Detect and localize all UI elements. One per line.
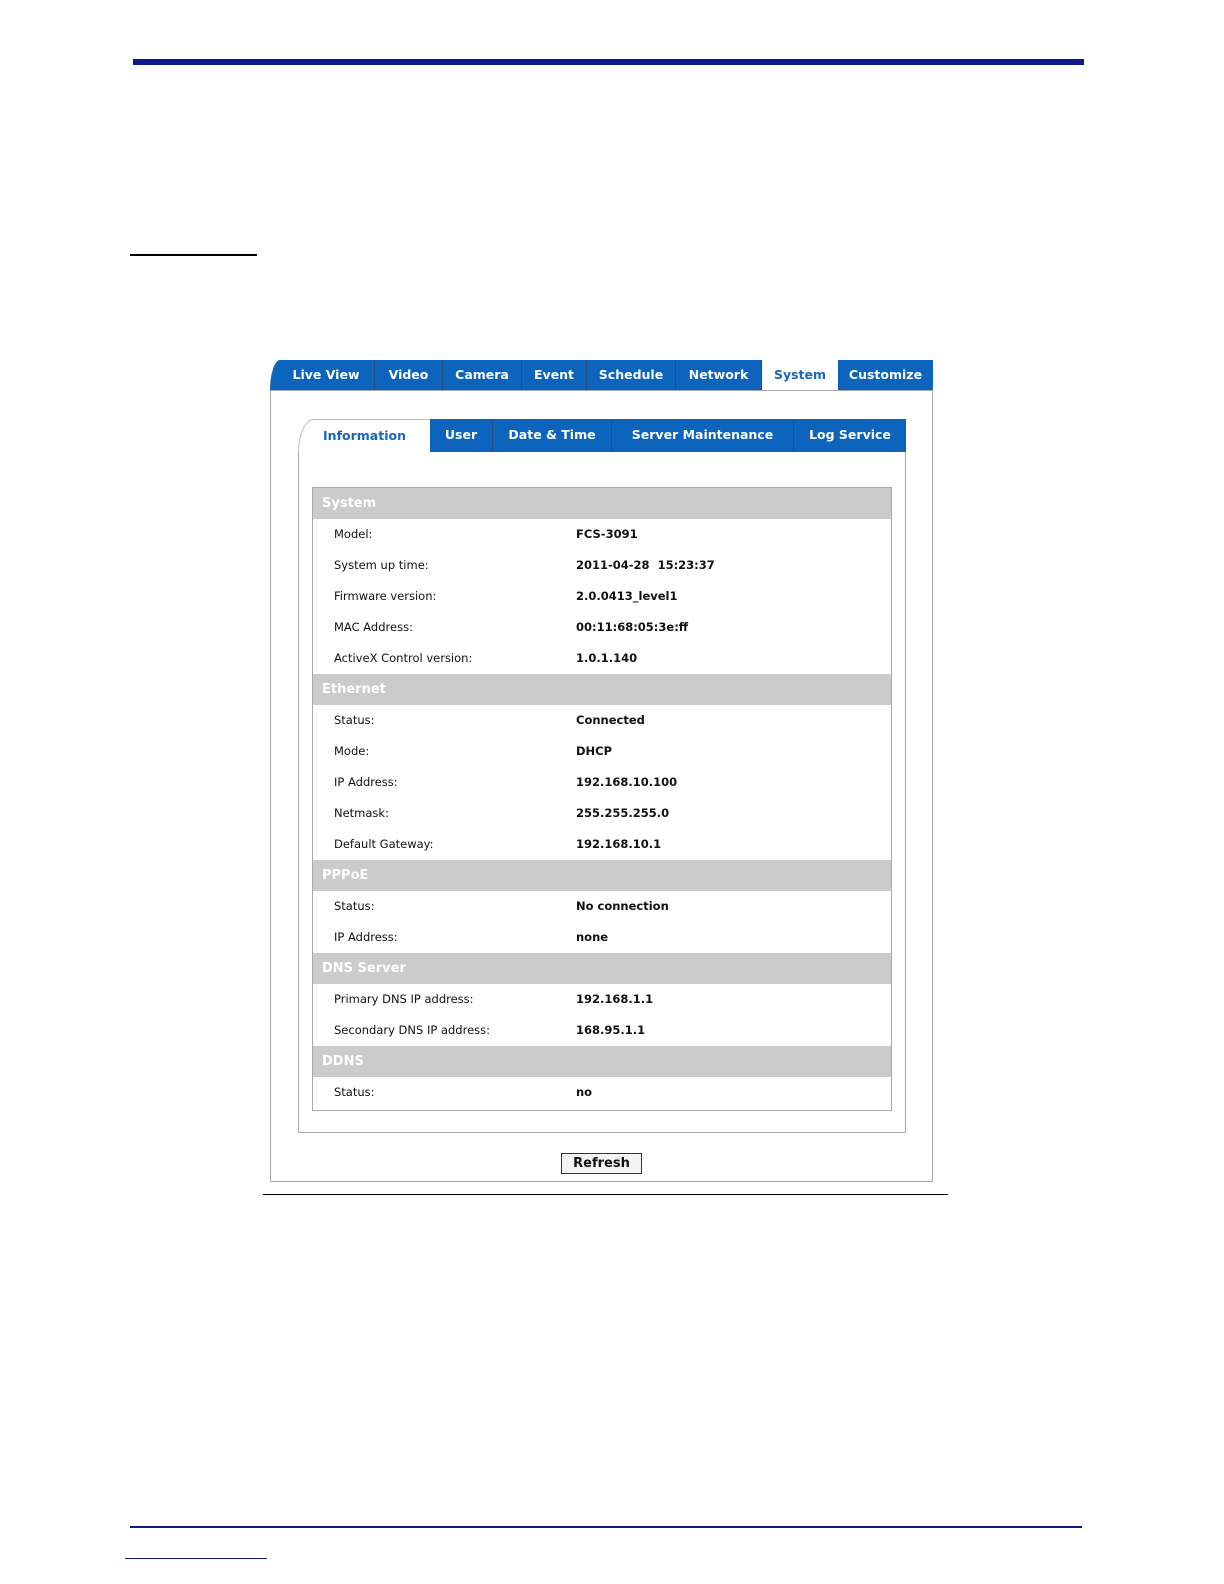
tab-information[interactable]: Information	[298, 419, 430, 452]
info-label: Primary DNS IP address:	[334, 992, 474, 1006]
info-value: No connection	[576, 899, 669, 913]
tab-system[interactable]: System	[762, 360, 838, 391]
tab-schedule[interactable]: Schedule	[587, 360, 676, 391]
info-label: Default Gateway:	[334, 837, 434, 851]
tab-user[interactable]: User	[430, 419, 493, 452]
info-row	[313, 705, 891, 736]
heading-underline	[130, 254, 257, 256]
info-row	[313, 643, 891, 674]
info-row	[313, 1015, 891, 1046]
section-header-ethernet: Ethernet	[313, 674, 891, 705]
section-header-ddns: DDNS	[313, 1046, 891, 1077]
info-value: 2.0.0413_level1	[576, 589, 678, 603]
info-row	[313, 984, 891, 1015]
info-label: Status:	[334, 1085, 375, 1099]
sub-tab-bar	[298, 419, 906, 452]
info-row	[313, 581, 891, 612]
footer-rule	[130, 1526, 1082, 1528]
refresh-button[interactable]: Refresh	[561, 1153, 642, 1174]
information-table	[312, 487, 892, 1111]
tab-live-view[interactable]: Live View	[270, 360, 375, 391]
info-value: none	[576, 930, 609, 944]
info-row	[313, 1077, 891, 1108]
info-value: 2011-04-28 15:23:37	[576, 558, 715, 572]
info-row	[313, 519, 891, 550]
footer-short-rule	[125, 1558, 267, 1559]
info-label: MAC Address:	[334, 620, 413, 634]
section-header-system: System	[313, 488, 891, 519]
info-label: Status:	[334, 899, 375, 913]
info-value: Connected	[576, 713, 645, 727]
info-value: 192.168.10.100	[576, 775, 678, 789]
info-row	[313, 829, 891, 860]
info-row	[313, 612, 891, 643]
tab-camera[interactable]: Camera	[443, 360, 522, 391]
info-label: Model:	[334, 527, 373, 541]
info-row	[313, 550, 891, 581]
info-value: no	[576, 1085, 593, 1099]
tab-network[interactable]: Network	[676, 360, 762, 391]
figure-underline	[263, 1194, 948, 1195]
info-value: 192.168.10.1	[576, 837, 662, 851]
info-value: 1.0.1.140	[576, 651, 638, 665]
info-label: Netmask:	[334, 806, 389, 820]
info-label: IP Address:	[334, 930, 398, 944]
info-label: System up time:	[334, 558, 429, 572]
tab-server-maintenance[interactable]: Server Maintenance	[612, 419, 794, 452]
info-label: ActiveX Control version:	[334, 651, 473, 665]
info-row	[313, 891, 891, 922]
info-value: FCS-3091	[576, 527, 638, 541]
info-value: 168.95.1.1	[576, 1023, 646, 1037]
info-label: IP Address:	[334, 775, 398, 789]
info-value: 255.255.255.0	[576, 806, 670, 820]
section-header-pppoe: PPPoE	[313, 860, 891, 891]
info-value: 192.168.1.1	[576, 992, 654, 1006]
tab-video[interactable]: Video	[375, 360, 443, 391]
header-rule	[133, 59, 1084, 65]
info-label: Firmware version:	[334, 589, 437, 603]
info-label: Status:	[334, 713, 375, 727]
info-value: 00:11:68:05:3e:ff	[576, 620, 689, 634]
main-tab-bar	[270, 360, 933, 391]
info-value: DHCP	[576, 744, 613, 758]
info-row	[313, 736, 891, 767]
info-row	[313, 922, 891, 953]
info-label: Secondary DNS IP address:	[334, 1023, 491, 1037]
info-label: Mode:	[334, 744, 370, 758]
tab-event[interactable]: Event	[522, 360, 587, 391]
tab-customize[interactable]: Customize	[838, 360, 933, 391]
panel-top-border	[270, 390, 933, 391]
info-row	[313, 767, 891, 798]
section-header-dns-server: DNS Server	[313, 953, 891, 984]
tab-log-service[interactable]: Log Service	[794, 419, 906, 452]
info-row	[313, 798, 891, 829]
tab-date-time[interactable]: Date & Time	[493, 419, 612, 452]
